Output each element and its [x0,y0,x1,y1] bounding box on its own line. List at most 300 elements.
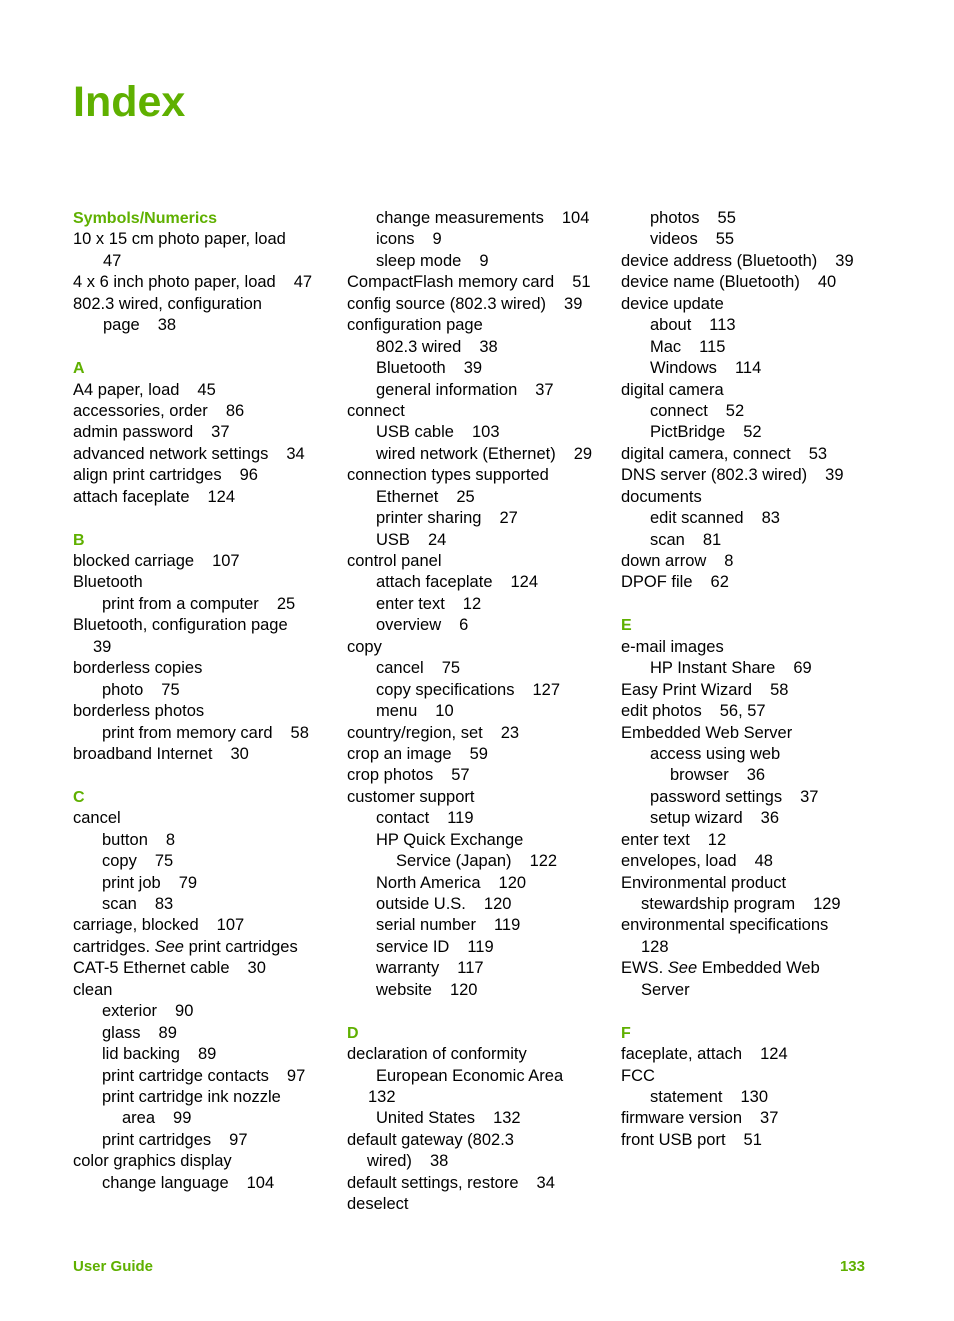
index-term: photos [650,209,700,227]
index-subentry [73,315,335,336]
see-reference: See [154,937,184,956]
page-reference: 107 [216,916,245,935]
page-reference: 37 [211,423,230,442]
index-term: connect [650,401,708,420]
index-term: advanced network settings [73,444,269,463]
page-reference: 79 [178,873,198,892]
page-reference: 119 [447,809,474,828]
index-subentry [347,958,609,979]
page-reference: 25 [276,594,296,613]
page-reference: 30 [247,959,266,978]
section-heading: Symbols/Numerics [73,210,218,227]
index-subentry [347,594,609,615]
index-subentry [73,1108,335,1129]
index-subentry [347,380,609,401]
index-subentry [347,851,609,872]
index-term: Embedded Web Server [621,723,793,742]
index-subentry [347,915,609,936]
index-term: copy specifications [376,680,515,699]
index-entry [73,465,335,486]
index-entry [621,380,883,401]
page-reference: 10 [435,702,454,721]
index-term: e-mail images [621,637,724,656]
page-reference: 90 [175,1002,194,1021]
index-term: edit scanned [650,509,744,528]
index-entry [621,830,883,851]
index-term: attach faceplate [376,573,493,592]
index-entry [73,980,335,1001]
index-subentry [621,315,883,336]
page-reference: 107 [212,552,240,570]
index-term: cancel [376,659,424,678]
index-term: HP Quick Exchange [376,830,524,849]
page-reference: 114 [734,359,762,378]
index-subentry [621,787,883,808]
page-reference: 30 [230,744,249,763]
page-reference: 6 [459,616,469,635]
page-reference: 119 [467,937,494,956]
index-subentry [621,744,883,765]
page-reference: 29 [573,444,593,463]
index-term: Windows [650,359,717,378]
page-reference: 115 [699,337,726,356]
index-term: copy [347,637,382,656]
page-reference: 103 [471,423,500,442]
index-term: borderless copies [73,659,203,678]
page-reference: 52 [743,423,762,442]
index-column-2 [347,208,609,1216]
page-reference: 53 [808,444,828,463]
index-subentry [347,251,609,272]
index-term: change measurements [376,209,544,227]
index-subentry [621,229,883,250]
page-reference: 23 [500,723,520,742]
page-reference: 56, 57 [719,702,766,721]
page-reference: 62 [710,573,729,592]
index-term: documents [621,487,702,506]
section-spacer [73,765,335,786]
index-entry [73,744,335,765]
page-reference: 40 [817,273,837,292]
see-reference: See [667,959,698,978]
index-term: cartridges. [73,937,151,956]
index-term: page [103,316,140,335]
index-subentry [621,894,883,915]
page-reference: 128 [641,937,669,956]
page-reference: 52 [725,401,745,420]
page-reference: 8 [724,552,734,570]
index-subentry [73,1087,335,1108]
page-reference: 104 [246,1173,275,1192]
page-reference: 97 [286,1066,306,1085]
index-term: menu [376,702,418,721]
index-term: down arrow [621,552,707,570]
index-entry [73,572,335,593]
index-subentry [621,358,883,379]
index-entry [347,787,609,808]
index-entry [347,744,609,765]
index-term: print job [102,873,161,892]
index-term: country/region, set [347,723,483,742]
index-term: icons [376,230,415,249]
page-reference: 39 [463,359,483,378]
index-subentry [347,444,609,465]
index-subentry [347,658,609,679]
index-term: USB cable [376,423,454,442]
page-reference: 120 [483,895,512,913]
page-reference: 122 [529,852,558,871]
section-heading: B [73,531,85,549]
page-reference: 59 [469,744,488,763]
index-term: glass [102,1023,141,1042]
index-subentry [73,1001,335,1022]
page-reference: 39 [564,294,583,313]
page-reference: 124 [207,487,236,506]
page-reference: 81 [702,530,722,549]
index-term: envelopes, load [621,852,737,871]
index-subentry [621,980,883,1001]
index-term: wired) [367,1152,412,1171]
page-reference: 89 [197,1045,217,1064]
index-subentry [621,422,883,443]
index-term: device address (Bluetooth) [621,251,818,270]
index-entry [347,637,609,658]
index-subentry [347,873,609,894]
index-entry [621,572,883,593]
page-reference: 129 [813,895,841,913]
index-term: DNS server (802.3 wired) [621,466,808,485]
index-subentry [347,1087,609,1108]
index-term: connect [347,401,405,420]
index-term: align print cartridges [73,466,222,485]
index-entry [347,272,609,293]
see-target: Embedded Web [701,959,820,978]
index-subentry [347,487,609,508]
index-term: customer support [347,787,475,806]
index-entry [621,444,883,465]
index-term: lid backing [102,1045,180,1064]
index-subentry [621,808,883,829]
index-subentry [621,508,883,529]
index-term: CompactFlash memory card [347,273,555,292]
index-term: digital camera [621,380,724,399]
page-reference: 96 [239,466,258,485]
index-column-3 [621,208,883,1151]
page-reference: 36 [760,809,779,828]
index-subentry [347,422,609,443]
index-term: enter text [621,830,690,849]
index-term: 10 x 15 cm photo paper, load [73,230,286,249]
index-term: blocked carriage [73,552,195,570]
index-subentry [621,337,883,358]
page-reference: 130 [740,1087,768,1106]
index-subentry [347,337,609,358]
index-subentry [73,1066,335,1087]
page-reference: 75 [441,659,461,678]
index-subentry [621,530,883,551]
index-subentry [347,358,609,379]
section-heading: E [621,617,632,635]
index-term: default gateway (802.3 [347,1130,514,1149]
index-entry [73,808,335,829]
page-reference: 47 [293,273,313,292]
index-term: default settings, restore [347,1173,519,1192]
index-term: about [650,316,692,335]
index-entry [73,551,335,572]
page-reference: 38 [157,316,177,335]
index-term: deselect [347,1195,409,1214]
index-term: USB [376,530,410,549]
index-term: cancel [73,809,121,828]
index-term: device name (Bluetooth) [621,273,800,292]
index-term: broadband Internet [73,744,213,763]
page-reference: 75 [161,680,180,699]
index-term: North America [376,873,481,892]
index-term: setup wizard [650,809,743,828]
index-term: scan [650,530,685,549]
section-heading: C [73,788,85,806]
index-see-entry [73,937,335,958]
index-term: access using web [650,744,781,763]
index-term: browser [670,766,729,785]
index-subentry [347,980,609,1001]
index-term: HP Instant Share [650,659,776,678]
index-subentry [73,251,335,272]
page-reference: 117 [457,959,484,978]
index-term: configuration page [347,316,483,335]
index-term: EWS. [621,959,664,978]
index-entry [347,551,609,572]
page-reference: 9 [479,251,489,270]
index-term: password settings [650,787,783,806]
index-term: Bluetooth, configuration page [73,616,288,635]
index-term: 802.3 wired, configuration [73,294,262,313]
index-term: statement [650,1087,723,1106]
page-reference: 27 [499,509,518,528]
index-entry [621,487,883,508]
page-reference: 132 [368,1087,396,1106]
index-subentry [621,1087,883,1108]
page-reference: 38 [479,337,498,356]
index-entry [73,701,335,722]
index-term: PictBridge [650,423,726,442]
index-term: front USB port [621,1130,726,1149]
page-reference: 83 [761,509,780,528]
index-term: website [376,980,432,999]
index-entry [347,723,609,744]
footer-page-number: 133 [839,1258,865,1275]
page-reference: 83 [154,895,174,913]
index-entry [621,251,883,272]
index-term: print cartridge contacts [102,1066,269,1085]
page-reference: 37 [800,787,819,806]
index-term: edit photos [621,702,702,721]
index-term: change language [102,1173,229,1192]
page-reference: 124 [510,573,539,592]
index-see-entry [621,958,883,979]
index-entry [347,315,609,336]
page-reference: 99 [173,1109,192,1128]
see-target: print cartridges [188,937,298,956]
page-reference: 127 [532,680,561,699]
page-reference: 58 [290,723,309,742]
index-entry [73,401,335,422]
index-subentry [347,680,609,701]
page-reference: 12 [462,594,482,613]
index-entry [621,680,883,701]
index-entry [347,401,609,422]
page-reference: 48 [754,852,773,871]
index-term: crop photos [347,766,434,785]
index-subentry [347,208,609,229]
index-term: enter text [376,594,445,613]
index-subentry [73,873,335,894]
page-reference: 39 [835,251,854,270]
page-reference: 12 [707,830,727,849]
index-subentry [73,680,335,701]
index-entry [73,380,335,401]
index-entry [621,272,883,293]
index-term: Service (Japan) [396,852,512,871]
index-term: Environmental product [621,873,787,892]
index-subentry [347,1108,609,1129]
index-term: A4 paper, load [73,380,180,399]
page-reference: 39 [825,466,844,485]
index-entry [347,1173,609,1194]
index-entry [73,1151,335,1172]
index-term: print cartridges [102,1130,212,1149]
index-term: stewardship program [641,895,796,913]
index-term: exterior [102,1002,158,1021]
index-term: United States [376,1109,476,1128]
index-subentry [73,851,335,872]
section-spacer [621,1001,883,1022]
index-term: control panel [347,552,442,570]
page-reference: 120 [449,980,478,999]
section-heading: A [73,360,85,378]
page-reference: 55 [715,230,735,249]
index-term: service ID [376,937,450,956]
index-subentry [73,1023,335,1044]
index-entry [73,272,335,293]
index-subentry [621,208,883,229]
index-term: borderless photos [73,702,205,721]
page-reference: 75 [154,852,174,871]
index-subentry [621,937,883,958]
index-term: DPOF file [621,573,693,592]
index-entry [621,1130,883,1151]
index-term: Ethernet [376,487,439,506]
index-term: printer sharing [376,509,482,528]
index-term: accessories, order [73,401,208,420]
index-entry [621,637,883,658]
index-entry [621,915,883,936]
index-term: firmware version [621,1109,743,1128]
page-reference: 51 [572,273,591,292]
index-term: serial number [376,916,476,935]
index-term: digital camera, connect [621,444,791,463]
index-term: CAT-5 Ethernet cable [73,959,230,978]
index-term: button [102,830,148,849]
page-reference: 97 [229,1130,248,1149]
index-entry [73,915,335,936]
page-reference: 34 [536,1173,555,1192]
page-reference: 34 [286,444,305,463]
section-spacer [73,337,335,358]
index-entry [73,294,335,315]
index-term: sleep mode [376,251,462,270]
index-term: overview [376,616,442,635]
page-reference: 124 [760,1045,788,1064]
section-heading: D [347,1024,359,1042]
index-entry [347,465,609,486]
page-reference: 8 [165,830,176,849]
index-subentry [347,937,609,958]
index-term: declaration of conformity [347,1045,527,1064]
section-spacer [621,594,883,615]
index-term: 802.3 wired [376,337,462,356]
page-reference: 24 [427,530,447,549]
index-entry [621,294,883,315]
index-subentry [347,701,609,722]
page-reference: 104 [561,209,590,227]
index-subentry [73,1044,335,1065]
index-entry [347,1044,609,1065]
index-subentry [73,894,335,915]
page-reference: 132 [493,1109,521,1128]
index-subentry [73,594,335,615]
index-column-1 [73,208,335,1194]
page-reference: 120 [498,873,527,892]
index-entry [73,487,335,508]
section-heading: F [621,1024,631,1042]
index-subentry [73,1130,335,1151]
index-subentry [347,508,609,529]
index-term: clean [73,980,113,999]
index-entry [73,444,335,465]
page-reference: 38 [429,1152,449,1171]
index-term: Easy Print Wizard [621,680,753,699]
index-term: print from memory card [102,723,273,742]
index-term: videos [650,230,698,249]
page-reference: 45 [197,380,216,399]
index-subentry [347,1066,609,1087]
index-subentry [621,658,883,679]
index-entry [347,294,609,315]
index-term: attach faceplate [73,487,190,506]
index-term: Bluetooth [376,359,446,378]
index-subentry [347,1151,609,1172]
index-term: contact [376,809,430,828]
index-entry [621,1066,883,1087]
index-term: scan [102,895,137,913]
index-subentry [347,615,609,636]
index-entry [621,1044,883,1065]
index-term: device update [621,294,724,313]
index-entry [621,551,883,572]
page-reference: 58 [770,680,789,699]
index-subentry [347,808,609,829]
page-reference: 89 [158,1023,177,1042]
index-term: crop an image [347,744,452,763]
section-spacer [73,508,335,529]
index-subentry [347,530,609,551]
page-reference: 55 [717,209,736,227]
page-reference: 9 [432,230,442,249]
index-entry [621,873,883,894]
index-term: environmental specifications [621,916,829,935]
index-term: FCC [621,1066,655,1085]
